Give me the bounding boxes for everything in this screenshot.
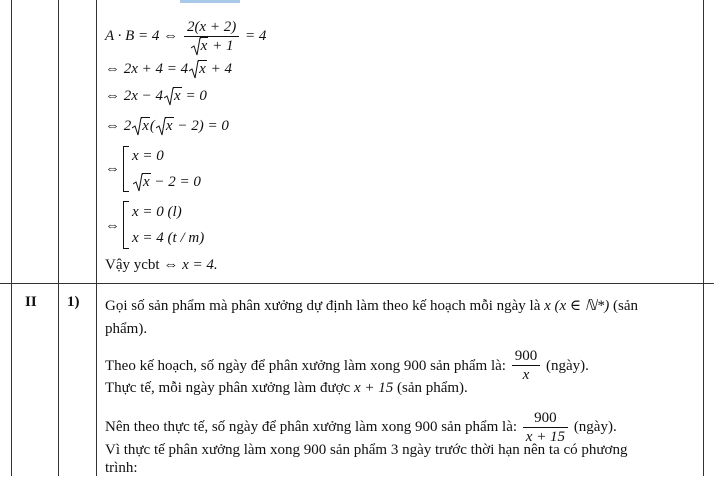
para-1-line-2: phẩm). — [105, 321, 148, 337]
system-1-arrow: ⇔ — [105, 161, 120, 177]
system-1-brace — [123, 146, 129, 192]
para-4: Nên theo thực tế, số ngày để phân xưởng làm xong 900 sản phẩm là: $\frac{900}{x + 15}$ (ngày). — [105, 410, 617, 445]
table-border-right — [703, 0, 704, 476]
eq-line-3: ⇔ 2x − 4 x = 0 — [105, 88, 207, 104]
eq-line-1-fraction: $\frac{2(x + 2)}{x + 1}$ — [184, 18, 239, 55]
eq-line-4: ⇔ 2 x( x − 2) = 0 — [105, 118, 229, 134]
system-2-brace — [123, 201, 129, 249]
table-divider-2 — [96, 0, 97, 476]
para-5-line-1: Vì thực tế phân xưởng làm xong 900 sản phẩm 3 ngày trước thời hạn nên ta có phương — [105, 442, 628, 458]
para-4-fraction: $\frac{900}{x + 15}$ — [523, 409, 568, 446]
table-border-left — [11, 0, 12, 476]
para-5-line-2: trình: — [105, 460, 138, 476]
system-1-row-2: x − 2 = 0 — [132, 173, 201, 191]
para-1-line-1: Gọi số sản phẩm mà phân xưởng dự định làm theo kế hoạch mỗi ngày là x (x ∈ ℕ*) (sản — [105, 298, 639, 314]
part-number: 1) — [67, 294, 80, 310]
header-band — [180, 0, 240, 3]
eq-line-1: A · B = 4 ⇔ $\frac{2(x + 2)}{x + 1}$ = 4 — [105, 19, 267, 54]
system-2-row-1: x = 0 (l) — [132, 204, 182, 220]
system-1-row-1: x = 0 — [132, 148, 164, 164]
para-2: Theo kế hoạch, số ngày để phân xưởng làm xong 900 sản phẩm là: $\frac{900}{x}$ (ngày). — [105, 348, 589, 383]
para-3: Thực tế, mỗi ngày phân xưởng làm được x + 15 (sản phẩm). — [105, 380, 468, 396]
table-divider-1 — [58, 0, 59, 476]
system-2-row-2: x = 4 (t / m) — [132, 230, 205, 246]
row-divider — [0, 283, 714, 284]
conclusion-line: Vậy ycbt ⇔ x = 4. — [105, 257, 218, 273]
section-roman-numeral: II — [25, 294, 37, 310]
eq-line-2: ⇔ 2x + 4 = 4 x + 4 — [105, 61, 232, 77]
para-2-fraction: $\frac{900}{x}$ — [512, 347, 541, 384]
system-2-arrow: ⇔ — [105, 218, 120, 234]
